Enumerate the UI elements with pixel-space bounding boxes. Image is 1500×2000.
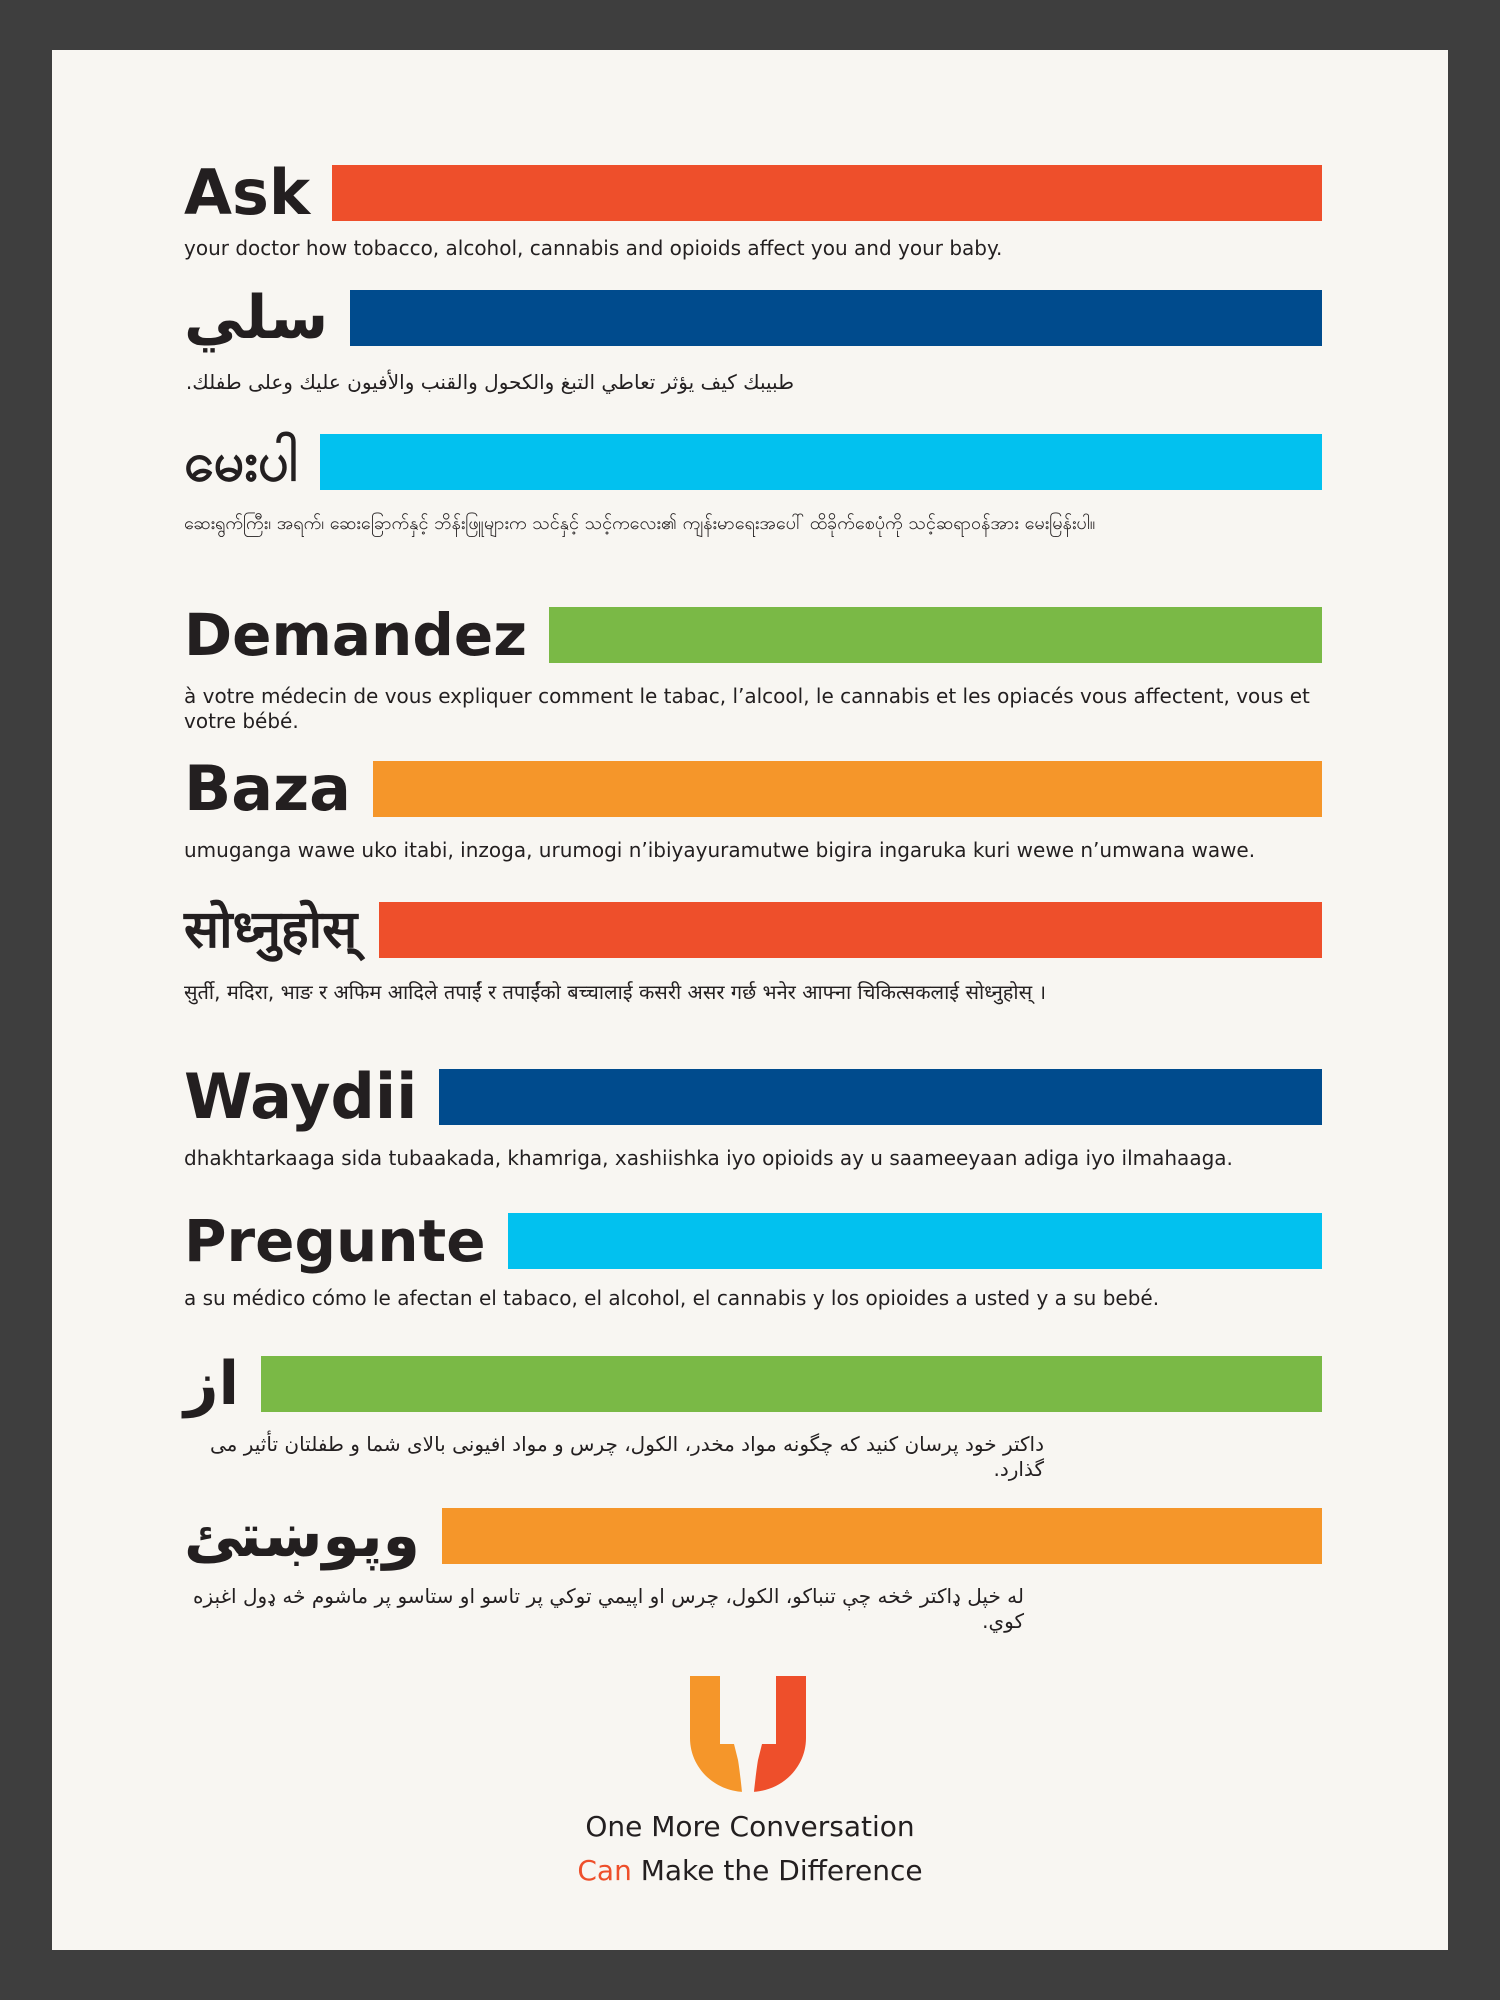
- color-bar: [549, 607, 1322, 663]
- entry-burmese: [184, 430, 1322, 537]
- entry-dari: [184, 1349, 1322, 1482]
- body-text: सुर्ती, मदिरा, भाङ र अफिम आदिले तपाईं र तपाईंको बच्चालाई कसरी असर गर्छ भनेर आफ्ना चिकित्सकलाई सोध्नुहोस् ।: [184, 980, 1047, 1004]
- heading-word: မေးပါ: [184, 430, 299, 493]
- body-text: your doctor how tobacco, alcohol, cannabis and opioids affect you and your baby.: [184, 236, 1003, 260]
- heading-word: Waydii: [184, 1060, 418, 1133]
- entry-english: [184, 156, 1322, 261]
- entry-pashto: [184, 1501, 1322, 1634]
- body-text: umuganga wawe uko itabi, inzoga, urumogi n’ibiyayuramutwe bigira ingaruka kuri wewe n’umwana wawe.: [184, 838, 1256, 862]
- color-bar: [442, 1508, 1322, 1564]
- color-bar: [439, 1069, 1322, 1125]
- body-text: داکتر خود پرسان کنید که چگونه مواد مخدر، الکول، چرس و مواد افیونی بالای شما و طفلتان تأثیر می گذارد.: [210, 1432, 1044, 1481]
- color-bar: [379, 902, 1322, 958]
- tagline-line-2: [52, 1854, 1448, 1887]
- color-bar: [320, 434, 1322, 490]
- body-text: ဆေးရွက်ကြီး၊ အရက်၊ ဆေးခြောက်နှင့် ဘိန်းဖြူများက သင်နှင့် သင့်ကလေး၏ ကျန်းမာရေးအပေါ် ထိခိုက်စေပုံကို သင့်ဆရာဝန်အား မေးမြန်းပါ။: [184, 513, 1096, 534]
- body-text: a su médico cómo le afectan el tabaco, el alcohol, el cannabis y los opioides a usted y a su bebé.: [184, 1286, 1160, 1310]
- tagline-rest: Make the Difference: [631, 1854, 923, 1887]
- body-text: له خپل ډاکتر څخه چې تنباکو، الکول، چرس او اپیمي توکي پر تاسو او ستاسو پر ماشوم څه ډول اغېزه کوي.: [193, 1584, 1024, 1633]
- heading-word: وپوښتئ: [184, 1501, 420, 1571]
- entry-somali: [184, 1060, 1322, 1171]
- color-bar: [261, 1356, 1322, 1412]
- entry-spanish: [184, 1207, 1322, 1311]
- body-text: dhakhtarkaaga sida tubaakada, khamriga, xashiishka iyo opioids ay u saameeyaan adiga iyo ilmahaaga.: [184, 1146, 1233, 1170]
- color-bar: [508, 1213, 1322, 1269]
- heading-word: Pregunte: [184, 1207, 486, 1275]
- color-bar: [350, 290, 1322, 346]
- color-bar: [332, 165, 1322, 221]
- heading-word: Baza: [184, 752, 352, 825]
- tagline-line-1: One More Conversation: [585, 1810, 915, 1843]
- body-text: طبيبك كيف يؤثر تعاطي التبغ والكحول والقنب والأفيون عليك وعلى طفلك.: [185, 370, 794, 394]
- heading-word: سلي: [184, 283, 329, 353]
- heading-word: Demandez: [184, 601, 527, 669]
- entry-arabic: [184, 283, 1322, 395]
- speech-bubble-logo-icon: [690, 1676, 806, 1792]
- color-bar: [373, 761, 1322, 817]
- entry-french: [184, 601, 1322, 734]
- heading-word: सोध्नुहोस्: [184, 900, 358, 960]
- body-text: à votre médecin de vous expliquer comment le tabac, l’alcool, le cannabis et les opiacés vous affectent, vous et votre bébé.: [184, 684, 1310, 733]
- heading-word: Ask: [184, 156, 311, 229]
- entry-nepali: [184, 902, 1322, 1005]
- heading-word: از: [184, 1349, 240, 1419]
- poster: [52, 50, 1448, 1950]
- tagline-accent-word: Can: [577, 1854, 632, 1887]
- entry-kinyarwanda: [184, 752, 1322, 863]
